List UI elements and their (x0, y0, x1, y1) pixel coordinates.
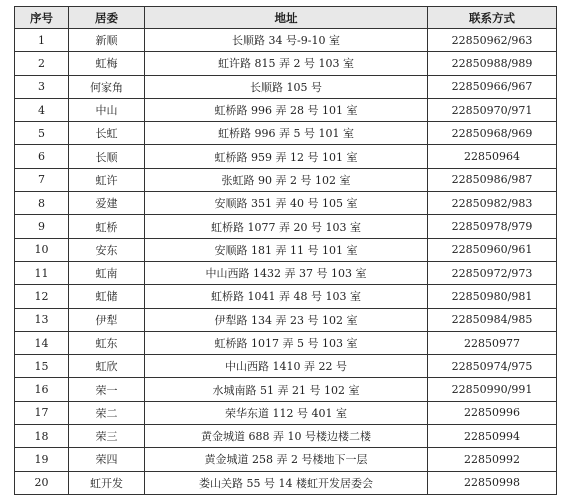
table-row (15, 98, 557, 121)
cell-no: 13 (15, 308, 69, 331)
header-no: 序号 (15, 7, 69, 29)
header-contact: 联系方式 (428, 7, 557, 29)
cell-committee: 荣一 (69, 378, 145, 401)
cell-address: 虹桥路 996 弄 28 号 101 室 (145, 98, 428, 121)
cell-contact: 22850982/983 (428, 192, 557, 215)
cell-no: 4 (15, 98, 69, 121)
cell-no: 14 (15, 331, 69, 354)
cell-contact: 22850992 (428, 448, 557, 471)
cell-address: 黄金城道 258 弄 2 号楼地下一层 (145, 448, 428, 471)
cell-contact: 22850966/967 (428, 75, 557, 98)
cell-no: 20 (15, 471, 69, 494)
table-row (15, 448, 557, 471)
header-address: 地址 (145, 7, 428, 29)
cell-address: 黄金城道 688 弄 10 号楼边楼二楼 (145, 425, 428, 448)
cell-address: 长顺路 105 号 (145, 75, 428, 98)
cell-contact: 22850968/969 (428, 122, 557, 145)
cell-no: 17 (15, 401, 69, 424)
cell-committee: 安东 (69, 238, 145, 261)
table-row (15, 471, 557, 494)
cell-contact: 22850978/979 (428, 215, 557, 238)
cell-address: 长顺路 34 号-9-10 室 (145, 29, 428, 52)
cell-no: 15 (15, 355, 69, 378)
cell-committee: 虹东 (69, 331, 145, 354)
cell-no: 5 (15, 122, 69, 145)
cell-address: 虹桥路 1041 弄 48 号 103 室 (145, 285, 428, 308)
cell-no: 3 (15, 75, 69, 98)
cell-address: 安顺路 181 弄 11 号 101 室 (145, 238, 428, 261)
table-row (15, 261, 557, 284)
cell-no: 1 (15, 29, 69, 52)
cell-contact: 22850974/975 (428, 355, 557, 378)
cell-address: 荣华东道 112 号 401 室 (145, 401, 428, 424)
cell-address: 娄山关路 55 号 14 楼虹开发居委会 (145, 471, 428, 494)
cell-no: 16 (15, 378, 69, 401)
cell-contact: 22850984/985 (428, 308, 557, 331)
cell-address: 虹桥路 1017 弄 5 号 103 室 (145, 331, 428, 354)
cell-no: 7 (15, 168, 69, 191)
cell-address: 张虹路 90 弄 2 号 102 室 (145, 168, 428, 191)
cell-contact: 22850977 (428, 331, 557, 354)
cell-committee: 荣三 (69, 425, 145, 448)
table-row (15, 238, 557, 261)
cell-no: 11 (15, 261, 69, 284)
cell-committee: 伊犁 (69, 308, 145, 331)
table-row (15, 192, 557, 215)
cell-contact: 22850990/991 (428, 378, 557, 401)
cell-contact: 22850972/973 (428, 261, 557, 284)
cell-contact: 22850962/963 (428, 29, 557, 52)
cell-committee: 新顺 (69, 29, 145, 52)
table-row (15, 331, 557, 354)
cell-contact: 22850986/987 (428, 168, 557, 191)
cell-committee: 虹欣 (69, 355, 145, 378)
cell-committee: 虹桥 (69, 215, 145, 238)
cell-address: 虹桥路 959 弄 12 号 101 室 (145, 145, 428, 168)
cell-contact: 22850960/961 (428, 238, 557, 261)
cell-committee: 爱建 (69, 192, 145, 215)
header-committee: 居委 (69, 7, 145, 29)
cell-no: 18 (15, 425, 69, 448)
table-row (15, 29, 557, 52)
cell-committee: 长虹 (69, 122, 145, 145)
table-row (15, 355, 557, 378)
cell-committee: 荣四 (69, 448, 145, 471)
cell-committee: 荣二 (69, 401, 145, 424)
cell-committee: 虹梅 (69, 52, 145, 75)
cell-committee: 虹许 (69, 168, 145, 191)
table-row (15, 168, 557, 191)
cell-committee: 虹南 (69, 261, 145, 284)
cell-contact: 22850998 (428, 471, 557, 494)
table-row (15, 285, 557, 308)
header-row (15, 7, 557, 29)
cell-contact: 22850994 (428, 425, 557, 448)
cell-address: 水城南路 51 弄 21 号 102 室 (145, 378, 428, 401)
cell-contact: 22850970/971 (428, 98, 557, 121)
cell-address: 中山西路 1432 弄 37 号 103 室 (145, 261, 428, 284)
cell-no: 12 (15, 285, 69, 308)
table-row (15, 75, 557, 98)
cell-address: 虹桥路 1077 弄 20 号 103 室 (145, 215, 428, 238)
cell-no: 8 (15, 192, 69, 215)
table-row (15, 52, 557, 75)
cell-no: 6 (15, 145, 69, 168)
cell-address: 虹许路 815 弄 2 号 103 室 (145, 52, 428, 75)
table-row (15, 425, 557, 448)
cell-committee: 何家角 (69, 75, 145, 98)
table-header (15, 7, 557, 29)
table-row (15, 215, 557, 238)
cell-committee: 虹开发 (69, 471, 145, 494)
table-body (15, 29, 557, 495)
table-row (15, 308, 557, 331)
cell-address: 中山西路 1410 弄 22 号 (145, 355, 428, 378)
table-row (15, 401, 557, 424)
cell-contact: 22850980/981 (428, 285, 557, 308)
cell-address: 安顺路 351 弄 40 号 105 室 (145, 192, 428, 215)
cell-no: 19 (15, 448, 69, 471)
cell-contact: 22850964 (428, 145, 557, 168)
cell-contact: 22850996 (428, 401, 557, 424)
table-row (15, 378, 557, 401)
table-row (15, 145, 557, 168)
cell-committee: 中山 (69, 98, 145, 121)
cell-address: 伊犁路 134 弄 23 号 102 室 (145, 308, 428, 331)
cell-address: 虹桥路 996 弄 5 号 101 室 (145, 122, 428, 145)
cell-contact: 22850988/989 (428, 52, 557, 75)
cell-no: 2 (15, 52, 69, 75)
cell-no: 9 (15, 215, 69, 238)
committee-contact-table (14, 6, 557, 495)
cell-committee: 虹储 (69, 285, 145, 308)
cell-no: 10 (15, 238, 69, 261)
table-row (15, 122, 557, 145)
cell-committee: 长顺 (69, 145, 145, 168)
committee-contact-table-container (14, 6, 556, 495)
